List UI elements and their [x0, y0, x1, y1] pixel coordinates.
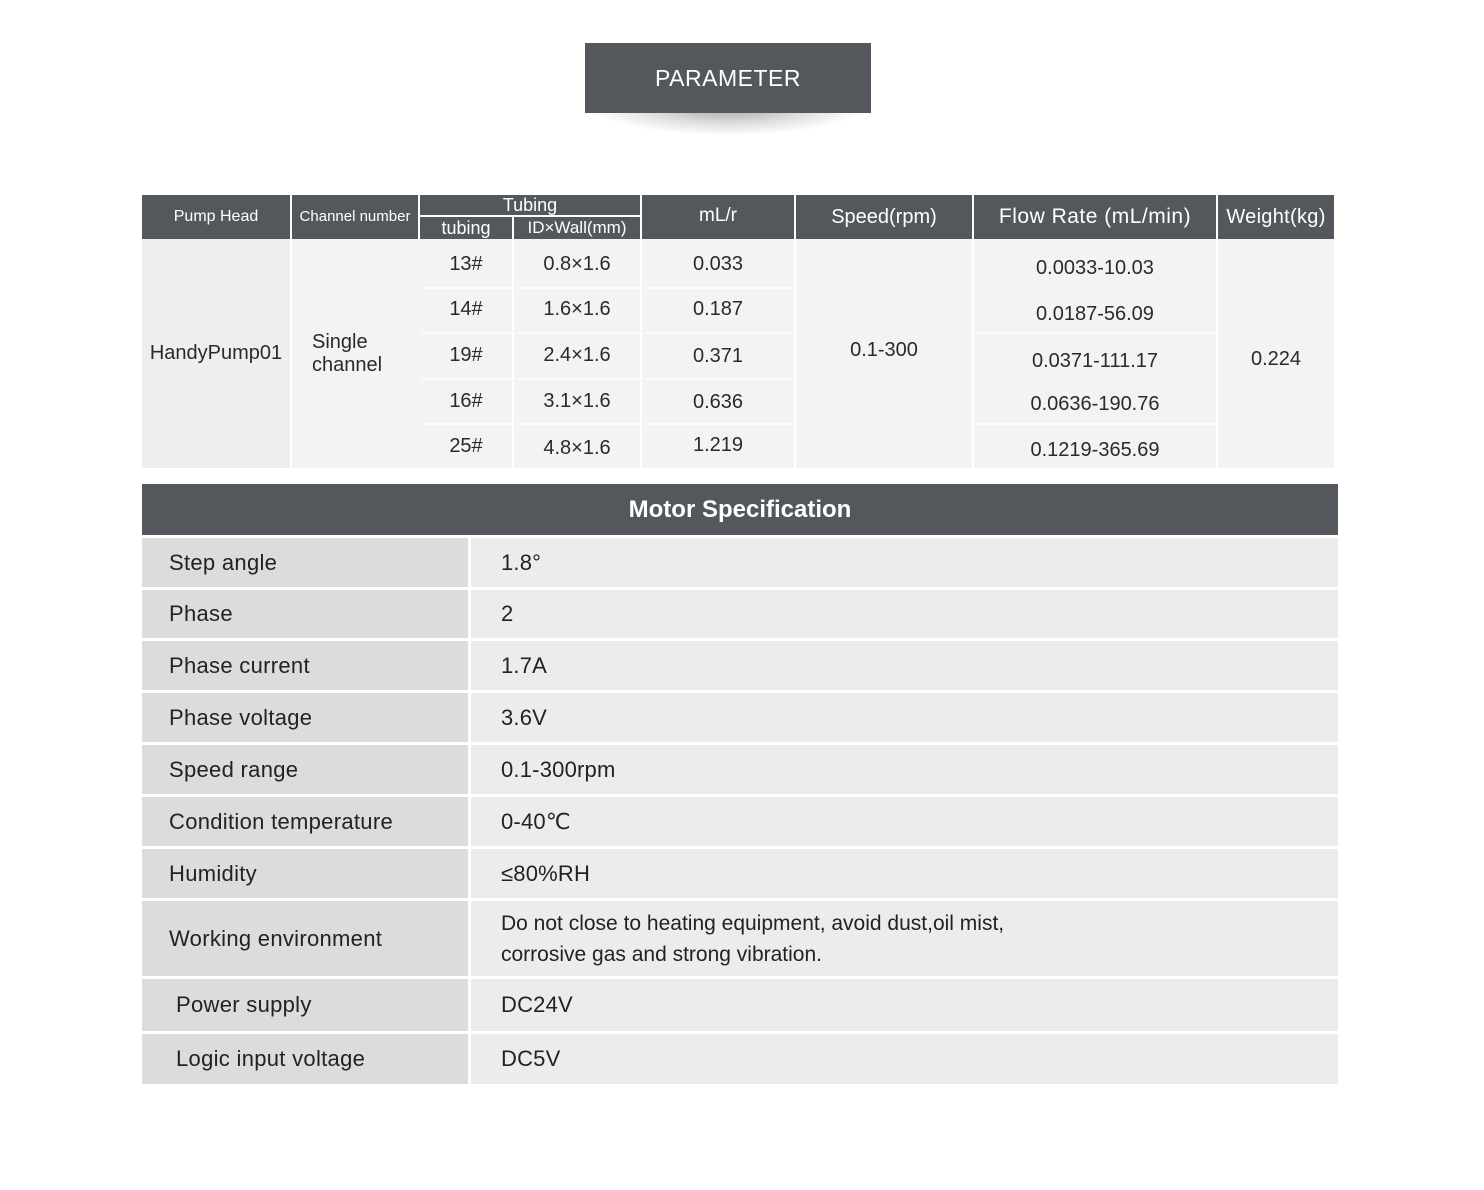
ml-r-cell: 0.636 — [692, 390, 744, 413]
spec-value: 2 — [471, 590, 1338, 638]
row-divider — [420, 423, 794, 425]
divider — [418, 195, 420, 239]
ml-r-cell: 0.371 — [692, 344, 744, 367]
tubing-cell: 13# — [449, 252, 483, 275]
id-wall-cell: 2.4×1.6 — [543, 343, 611, 366]
pump-parameter-table — [142, 195, 1334, 468]
row-divider — [974, 423, 1216, 425]
header-ml-per-rev: mL/r — [642, 195, 794, 239]
speed-cell: 0.1-300 — [850, 338, 918, 361]
spec-row — [142, 742, 1338, 794]
ml-r-cell: 0.187 — [692, 297, 744, 320]
row-divider — [420, 287, 794, 289]
motor-specification-table — [142, 484, 1338, 1084]
header-id-wall: ID×Wall(mm) — [514, 217, 640, 239]
ml-r-cell: 1.219 — [692, 433, 744, 456]
spec-value — [471, 901, 1338, 976]
tubing-cell: 25# — [449, 434, 483, 457]
spec-value: 0-40℃ — [471, 797, 1338, 846]
header-speed: Speed(rpm) — [796, 195, 972, 239]
spec-label: Phase current — [142, 641, 468, 690]
banner-title: PARAMETER — [585, 43, 871, 113]
flow-rate-cell: 0.0636-190.76 — [1030, 392, 1160, 415]
row-divider — [420, 378, 794, 380]
id-wall-cell: 0.8×1.6 — [543, 252, 611, 275]
tubing-cell: 16# — [449, 389, 483, 412]
spec-label: Humidity — [142, 849, 468, 898]
tubing-cell: 19# — [449, 343, 483, 366]
parameter-banner — [585, 43, 871, 135]
ml-r-cell: 0.033 — [692, 252, 744, 275]
spec-value: ≤80%RH — [471, 849, 1338, 898]
header-flow-rate: Flow Rate (mL/min) — [974, 195, 1216, 239]
weight-cell: 0.224 — [1250, 347, 1302, 370]
header-tubing-group: Tubing — [420, 195, 640, 215]
spec-row — [142, 846, 1338, 898]
id-wall-cell: 4.8×1.6 — [543, 436, 611, 459]
spec-label: Phase voltage — [142, 693, 468, 742]
spec-label: Power supply — [142, 979, 468, 1031]
spec-value: 0.1-300rpm — [471, 745, 1338, 794]
header-weight: Weight(kg) — [1218, 195, 1334, 239]
spec-value: 1.7A — [471, 641, 1338, 690]
spec-row — [142, 1031, 1338, 1084]
flow-rate-cell: 0.0033-10.03 — [1036, 256, 1154, 279]
spec-value: DC5V — [471, 1034, 1338, 1084]
pump-head-cell: HandyPump01 — [142, 239, 290, 468]
spec-value-text: Do not close to heating equipment, avoid dust,oil mist, corrosive gas and strong vibration. — [501, 911, 1005, 966]
spec-row — [142, 898, 1338, 976]
flow-rate-cell: 0.0187-56.09 — [1036, 302, 1154, 325]
channel-cell: Single channel — [312, 330, 383, 376]
spec-label: Working environment — [142, 901, 468, 976]
spec-value: DC24V — [471, 979, 1338, 1031]
spec-row — [142, 690, 1338, 742]
spec-row — [142, 794, 1338, 846]
spec-label: Step angle — [142, 538, 468, 587]
flow-rate-cell: 0.0371-111.17 — [1031, 349, 1159, 372]
header-channel-number: Channel number — [292, 195, 418, 239]
flow-rate-cell: 0.1219-365.69 — [1030, 438, 1160, 461]
divider — [420, 215, 640, 217]
id-wall-cell: 3.1×1.6 — [543, 389, 611, 412]
spec-label: Condition temperature — [142, 797, 468, 846]
spec-row — [142, 976, 1338, 1031]
row-divider — [420, 332, 794, 334]
id-wall-cell: 1.6×1.6 — [543, 297, 611, 320]
spec-value: 1.8° — [471, 538, 1338, 587]
spec-label: Logic input voltage — [142, 1034, 468, 1084]
row-divider — [974, 332, 1216, 334]
spec-row — [142, 638, 1338, 690]
tubing-cell: 14# — [449, 297, 483, 320]
spec-row — [142, 535, 1338, 587]
spec-label: Speed range — [142, 745, 468, 794]
motor-spec-title: Motor Specification — [142, 484, 1338, 535]
spec-label: Phase — [142, 590, 468, 638]
header-tubing: tubing — [420, 217, 512, 239]
spec-value: 3.6V — [471, 693, 1338, 742]
spec-row — [142, 587, 1338, 638]
header-pump-head: Pump Head — [142, 195, 290, 239]
